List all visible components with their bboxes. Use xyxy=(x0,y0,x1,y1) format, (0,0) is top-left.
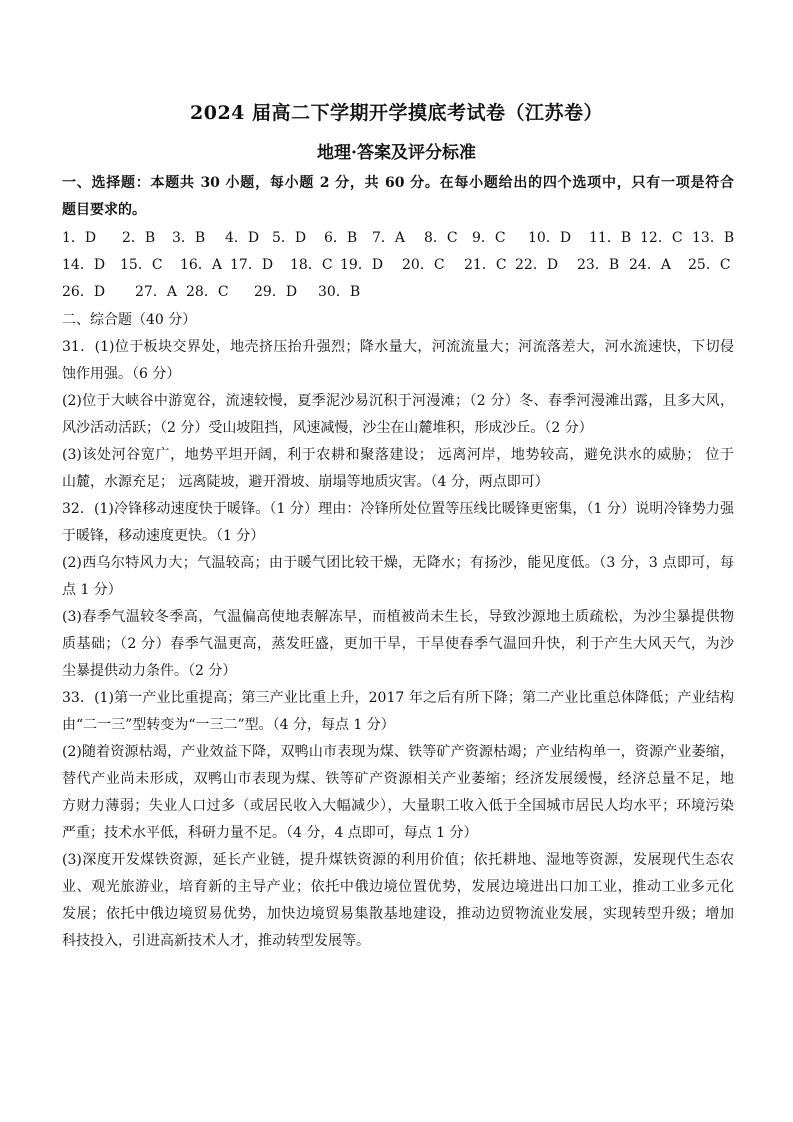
text-line: 严重；技术水平低，科研力量不足。（4 分，4 点即可，每点 1 分） xyxy=(62,825,478,841)
text-line: 科技投入，引进高新技术人才，推动转型发展等。 xyxy=(62,933,370,949)
answer-item: 23．B xyxy=(577,257,620,273)
text-line: 于暖锋，移动速度更快。（1 分） xyxy=(62,528,265,544)
answer-item: 7．A xyxy=(372,230,406,246)
answer-item: 14．D xyxy=(62,257,106,273)
answer-item: 10．D xyxy=(528,230,572,246)
section-1-heading-line: 一、选择题：本题共 30 小题，每小题 2 分，共 60 分。在每小题给出的四个选项中，只有一项是符合 xyxy=(62,175,734,191)
answer-item: 8．C xyxy=(424,230,458,246)
text-line: (3)该处河谷宽广，地势平坦开阔，利于农耕和聚落建设； 远离河岸，地势较高，避免洪水的威胁； 位于 xyxy=(62,447,734,463)
answer-item: 30．B xyxy=(318,284,361,300)
text-line: 蚀作用强。（6 分） xyxy=(62,366,181,382)
answer-item: 5．D xyxy=(272,230,307,246)
text-line: (3)春季气温较冬季高，气温偏高使地表解冻早，而植被尚未生长，导致沙源地土质疏松，为沙尘暴提供物 xyxy=(62,609,734,625)
text-line: (3)深度开发煤铁资源，延长产业链，提升煤铁资源的利用价值；依托耕地、湿地等资源，发展现代生态农 xyxy=(62,852,734,868)
text-line: 业、观光旅游业，培育新的主导产业；依托中俄边境位置优势，发展边境进出口加工业，推动工业多元化 xyxy=(62,879,734,895)
text-line: 33．(1)第一产业比重提高；第三产业比重上升，2017 年之后有所下降；第二产业比重总体降低；产业结构 xyxy=(62,690,734,706)
answer-item: 13．B xyxy=(692,230,735,246)
section-1-heading-line: 题目要求的。 xyxy=(62,202,146,218)
answer-row xyxy=(62,279,734,306)
text-line: 替代产业尚未形成，双鸭山市表现为煤、铁等矿产资源相关产业萎缩；经济发展缓慢，经济总量不足，地 xyxy=(62,771,734,787)
text-line: 32．(1)冷锋移动速度快于暖锋。（1 分）理由：冷锋所处位置等压线比暖锋更密集，（1 分）说明冷锋势力强 xyxy=(62,501,734,517)
section-2 xyxy=(62,307,734,955)
answer-item: 12．C xyxy=(640,230,683,246)
answer-item: 18．C xyxy=(290,257,333,273)
text-line: 质基础；（2 分）春季气温更高，蒸发旺盛，更加干旱，干旱使春季气温回升快，利于产生大风天气，为沙 xyxy=(62,636,734,652)
answer-item: 3．B xyxy=(172,230,206,246)
answer-item: 9．C xyxy=(472,230,506,246)
text-line: (2)位于大峡谷中游宽谷，流速较慢，夏季泥沙易沉积于河漫滩；（2 分）冬、春季河漫滩出露，且多大风， xyxy=(62,393,734,409)
text-line: (2)随着资源枯竭，产业效益下降，双鸭山市表现为煤、铁等矿产资源枯竭；产业结构单一，资源产业萎缩， xyxy=(62,744,734,760)
answer-item: 27．A xyxy=(135,284,177,300)
answer-item: 29．D xyxy=(254,284,298,300)
text-line: 尘暴提供动力条件。（2 分） xyxy=(62,663,237,679)
answer-item: 24．A xyxy=(629,257,671,273)
text-line: 31．(1)位于板块交界处，地壳挤压抬升强烈；降水量大，河流流量大；河流落差大，河水流速快，下切侵 xyxy=(62,339,734,355)
answer-item: 25．C xyxy=(688,257,731,273)
answer-item: 19．D xyxy=(340,257,384,273)
answer-item: 17．D xyxy=(230,257,274,273)
answer-item: 16．A xyxy=(180,257,222,273)
answer-item: 1．D xyxy=(62,230,97,246)
text-line: 点 1 分） xyxy=(62,582,122,598)
section-1-heading xyxy=(62,170,734,224)
answer-row xyxy=(62,225,734,252)
section-2-heading: 二、综合题（40 分） xyxy=(62,312,197,328)
answer-item: 22．D xyxy=(515,257,559,273)
text-line: 风沙活动活跃；（2 分）受山坡阻挡，风速减慢，沙尘在山麓堆积，形成沙丘。（2 分） xyxy=(62,420,593,436)
answer-item: 21．C xyxy=(464,257,507,273)
text-line: (2)西乌尔特风力大；气温较高；由于暖气团比较干燥，无降水；有扬沙，能见度低。（3 分，3 点即可，每 xyxy=(62,555,734,571)
answer-item: 11．B xyxy=(589,230,632,246)
text-line: 发展；依托中俄边境贸易优势，加快边境贸易集散基地建设，推动边贸物流业发展，实现转型升级；增加 xyxy=(62,906,734,922)
answer-item: 28．C xyxy=(186,284,229,300)
text-line: 山麓，水源充足； 远离陡坡，避开滑坡、崩塌等地质灾害。（4 分，两点即可） xyxy=(62,474,549,490)
text-line: 方财力薄弱；失业人口过多（或居民收入大幅减少），大量职工收入低于全国城市居民人均水平；环境污染 xyxy=(62,798,734,814)
answer-item: 15．C xyxy=(120,257,163,273)
text-line: 由“二一三”型转变为“一三二”型。（4 分，每点 1 分） xyxy=(62,717,395,733)
page-subtitle: 地理·答案及评分标准 xyxy=(317,143,476,163)
answer-item: 20．C xyxy=(402,257,445,273)
answer-item: 26．D xyxy=(62,284,106,300)
page-title: 2024 届高二下学期开学摸底考试卷（江苏卷） xyxy=(190,102,603,124)
answer-item: 2．B xyxy=(122,230,156,246)
answer-item: 6．B xyxy=(324,230,358,246)
choice-answers xyxy=(62,225,734,306)
answer-row xyxy=(62,252,734,279)
answer-item: 4．D xyxy=(225,230,260,246)
